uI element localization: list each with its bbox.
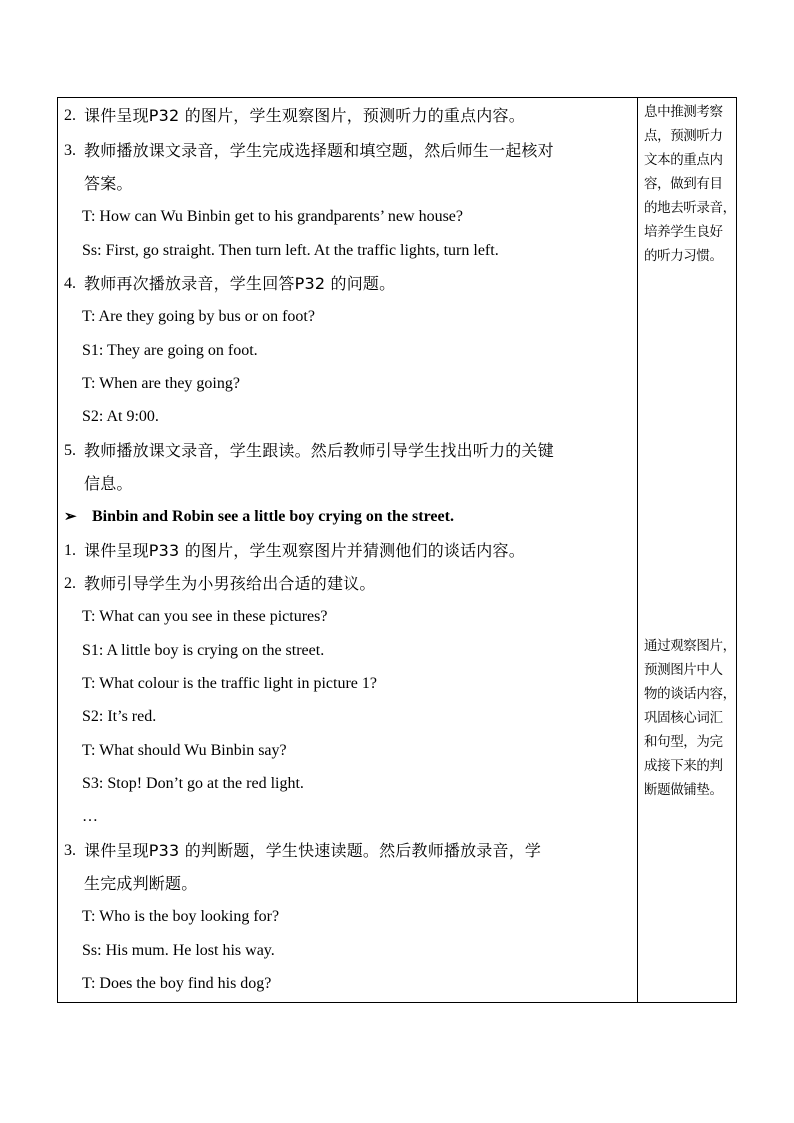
step-number: 4. bbox=[64, 275, 76, 292]
dialogue-text: T: When are they going? bbox=[82, 375, 240, 392]
dialogue-text: T: What should Wu Binbin say? bbox=[82, 742, 287, 759]
step-text: 生完成判断题。 bbox=[84, 874, 198, 893]
note-line: 成接下来的判 bbox=[644, 758, 723, 774]
step-number: 2. bbox=[64, 575, 76, 592]
dialogue-text: T: Does the boy find his dog? bbox=[82, 975, 272, 992]
step-text: 课件呈现P33 的判断题，学生快速读题。然后教师播放录音，学 bbox=[84, 841, 542, 860]
note-line: 预测图片中人 bbox=[644, 662, 723, 678]
lesson-table bbox=[57, 97, 737, 1003]
note-line: 容，做到有目 bbox=[644, 176, 723, 192]
step-text: 答案。 bbox=[84, 174, 133, 193]
step-number: 2. bbox=[64, 107, 76, 124]
dialogue-text: S1: They are going on foot. bbox=[82, 342, 258, 359]
dialogue-text: T: How can Wu Binbin get to his grandparents’ new house? bbox=[82, 208, 463, 225]
note-line: 和句型，为完 bbox=[644, 734, 723, 750]
note-line: 物的谈话内容， bbox=[644, 686, 736, 702]
note-line: 断题做铺垫。 bbox=[644, 782, 723, 798]
step-text: 教师播放课文录音，学生跟读。然后教师引导学生找出听力的关键 bbox=[84, 441, 554, 460]
note-line: 的地去听录音， bbox=[644, 200, 736, 216]
dialogue-text: T: What can you see in these pictures? bbox=[82, 608, 328, 625]
note-line: 文本的重点内 bbox=[644, 152, 723, 168]
note-line: 息中推测考察 bbox=[644, 104, 723, 120]
note-line: 的听力习惯。 bbox=[644, 248, 723, 264]
dialogue-text: … bbox=[82, 808, 98, 825]
column-divider bbox=[637, 98, 638, 1002]
step-number: 1. bbox=[64, 542, 76, 559]
step-number: 3. bbox=[64, 842, 76, 859]
step-text: 课件呈现P33 的图片，学生观察图片并猜测他们的谈话内容。 bbox=[84, 541, 525, 560]
section-heading-text: Binbin and Robin see a little boy crying on the street. bbox=[92, 508, 454, 525]
step-number: 3. bbox=[64, 142, 76, 159]
step-number: 5. bbox=[64, 442, 76, 459]
design-intent-note bbox=[644, 634, 736, 802]
note-line: 通过观察图片， bbox=[644, 638, 736, 654]
step-text: 课件呈现P32 的图片，学生观察图片，预测听力的重点内容。 bbox=[84, 106, 525, 125]
note-line: 培养学生良好 bbox=[644, 224, 723, 240]
dialogue-text: S3: Stop! Don’t go at the red light. bbox=[82, 775, 304, 792]
note-line: 点，预测听力 bbox=[644, 128, 723, 144]
step-text: 教师再次播放录音，学生回答P32 的问题。 bbox=[84, 274, 396, 293]
dialogue-text: Ss: His mum. He lost his way. bbox=[82, 942, 275, 959]
arrow-bullet-icon: ➢ bbox=[64, 509, 77, 525]
dialogue-text: T: Are they going by bus or on foot? bbox=[82, 308, 315, 325]
dialogue-text: T: Who is the boy looking for? bbox=[82, 908, 280, 925]
dialogue-text: S2: At 9:00. bbox=[82, 408, 159, 425]
design-intent-note bbox=[644, 100, 736, 268]
dialogue-text: Ss: First, go straight. Then turn left. At the traffic lights, turn left. bbox=[82, 242, 499, 259]
dialogue-text: S2: It’s red. bbox=[82, 708, 157, 725]
dialogue-text: S1: A little boy is crying on the street. bbox=[82, 642, 325, 659]
step-text: 教师引导学生为小男孩给出合适的建议。 bbox=[84, 574, 376, 593]
step-text: 信息。 bbox=[84, 474, 133, 493]
step-text: 教师播放课文录音，学生完成选择题和填空题，然后师生一起核对 bbox=[84, 141, 554, 160]
dialogue-text: T: What colour is the traffic light in picture 1? bbox=[82, 675, 377, 692]
note-line: 巩固核心词汇 bbox=[644, 710, 723, 726]
